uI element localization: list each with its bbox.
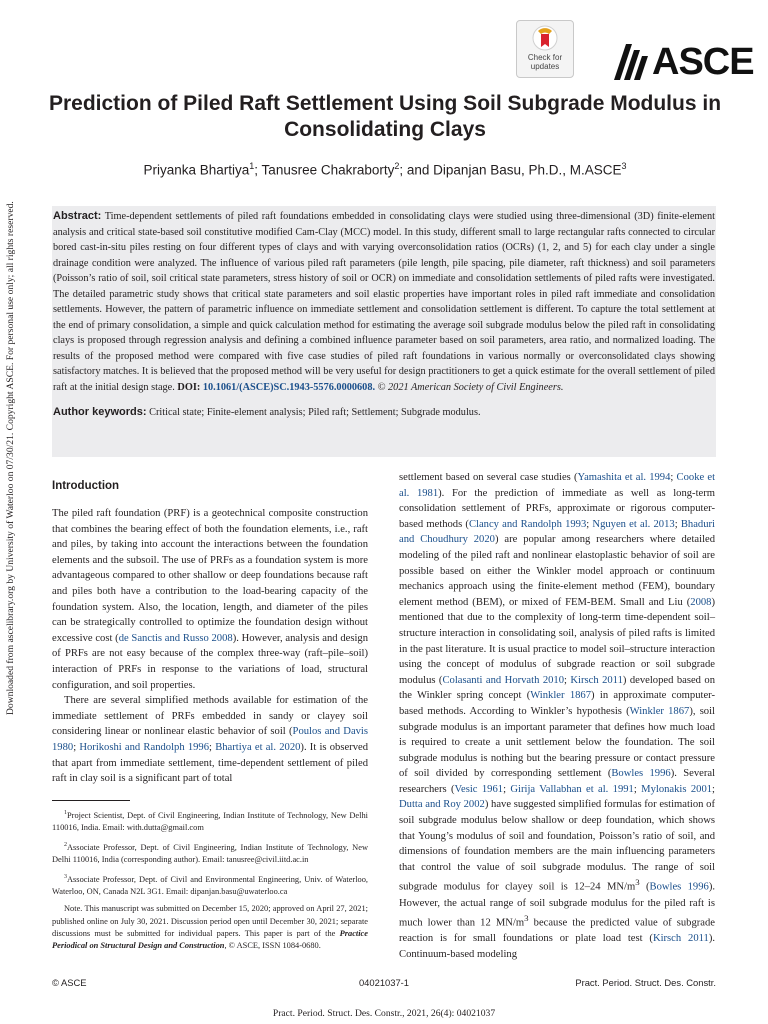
download-notice: Downloaded from ascelibrary.org by University of Waterloo on 07/30/21. Copyright ASCE. For personal use only; all rights reserved. [5,201,16,715]
abstract-box [52,206,716,457]
journal-name: Practice Periodical on Structural Design and Construction [52,928,368,950]
citation-link[interactable]: Cooke et al. 1981 [399,472,716,499]
citation-link[interactable]: de Sanctis and Russo 2008 [118,632,233,644]
paper-title: Prediction of Piled Raft Settlement Using Soil Subgrade Modulus in Consolidating Clays [48,92,722,141]
citation-link[interactable]: Girija Vallabhan et al. 1991 [510,783,634,795]
doi-link[interactable]: 10.1061/(ASCE)SC.1943-5576.0000608. [202,381,376,393]
footnote-2: $^2$Associate Professor, Dept. of Civil Engineering, Indian Institute of Technology, New Delhi 110016, India (corresponding author). Email: tanusree@civil.iitd.ac.in [52,841,368,864]
author-list [40,157,730,180]
page-footer [52,976,716,990]
abstract-copyright: © 2021 American Society of Civil Engineers. [377,381,564,393]
left-column [52,470,368,957]
badge-line-2: updates [530,62,560,71]
citation-link[interactable]: Vesic 1961 [454,783,504,795]
intro-paragraph-3: settlement based on several case studies (Yamashita et al. 1994; Cooke et al. 1981). For the prediction of immediate as well as long-term consolidation settlement of PRFs, approximate or rigorous computer-based methods (Clancy and Randolph 1993; Nguyen et al. 2013; Bhaduri and Choudhury 2020) are popular among researchers where detailed modeling of the piled raft and nonlinear elastoplastic behavior of soil are possible based on either the Winkler model approach or continuum mechanics approach using the finite-element method (FEM), boundary element method (BEM), or mixed of FEM-BEM. Small and Liu (2008) mentioned that due to the complexity of long-term time-dependent soil–structure interaction in consolidating soil, analysis of piled rafts is limited in the past literature. It is usual practice to model soil–structure interaction using the concept of modulus of subgrade reaction or soil subgrade modulus (Colasanti and Horvath 2010; Kirsch 2011) developed based on the Winkler spring concept (Winkler 1867) in approximate computer-based methods. According to Winkler’s hypothesis (Winkler 1867), soil subgrade modulus is an important parameter that defines how much load is required to create a unit settlement below the foundation. The soil subgrade modulus is nothing but the bearing pressure or contact pressure of soil divided by corresponding settlement (Bowles 1996). Several researchers (Vesic 1961; Girija Vallabhan et al. 1991; Mylonakis 2001; Dutta and Roy 2002) have suggested simplified formulas for estimation of soil subgrade modulus below shallow or deep foundation, which shows that Young’s modulus of soil and foundation, Poisson’s ratio of soil, and dimensions of foundation members are the main influencing parameters that control the value of soil subgrade modulus. The range of soil subgrade modulus for clayey soil is 12–24 $MN/m^3$ (Bowles 1996). However, the actual range of soil subgrade modulus for the piled raft is much lower than 12 $MN/m^3$ because the predicted value of subgrade reaction is for small foundations or plate load test (Kirsch 2011). Continuum-based modeling [399,472,716,960]
author-2: ; Tanusree Chakraborty [254,162,395,178]
asce-logo [612,41,754,83]
check-for-updates-badge[interactable] [516,20,574,78]
footnote-divider [52,800,130,801]
footer-journal: Pract. Period. Struct. Des. Constr. [575,977,716,988]
citation-link[interactable]: Kirsch 2011 [570,674,623,686]
footnote-3: $^3$Associate Professor, Dept. of Civil and Environmental Engineering, Univ. of Waterloo, Waterloo, ON, Canada N2L 3G1. Email: dipanjan.basu@uwaterloo.ca [52,874,368,897]
abstract-label: Abstract: [53,210,102,222]
citation-link[interactable]: Kirsch 2011 [652,933,709,945]
check-for-updates-icon [532,25,558,53]
logo-text: ASCE [652,41,754,83]
citation-link[interactable]: Clancy and Randolph 1993 [468,518,587,530]
abstract-paragraph [53,209,715,395]
submission-note: Note. This manuscript was submitted on December 15, 2020; approved on April 27, 2021; published online on July 30, 2021. Discussion period open until December 30, 2021; separate discussions must be submitted for individual papers. This paper is part of the Practice Periodical on Structural Design and Construction, © ASCE, ISSN 1084-0680. [52,904,368,950]
doi-label: DOI: [177,381,201,393]
author-1: Priyanka Bhartiya [143,162,250,178]
citation-link[interactable]: Colasanti and Horvath 2010 [442,674,565,686]
asce-logo-icon [612,42,650,82]
citation-link[interactable]: Bowles 1996 [611,768,671,780]
footer-page-id: 04021037-1 [358,977,410,988]
author-3-affil: 3 [621,161,627,171]
footnote-1: $^1$Project Scientist, Dept. of Civil Engineering, Indian Institute of Technology, New Delhi 110016, India. Email: with.dutta@gmail.com [52,809,368,832]
citation-link[interactable]: Poulos and Davis 1980 [52,726,369,753]
keywords-label: Author keywords: [53,406,147,418]
footer-copyright: © ASCE [52,977,87,988]
citation-link[interactable]: Nguyen et al. 2013 [592,518,675,530]
keywords [53,405,715,420]
citation-link[interactable]: Horikoshi and Randolph 1996 [79,741,210,753]
citation-link[interactable]: Bhartiya et al. 2020 [215,741,301,753]
citation-link[interactable]: Bowles 1996 [649,881,709,893]
citation-link[interactable]: 2008 [690,596,712,608]
badge-line-1: Check for [527,53,563,62]
bottom-citation: Pract. Period. Struct. Des. Constr., 2021, 26(4): 04021037 [272,1008,496,1019]
abstract-body: Time-dependent settlements of piled raft foundations embedded in consolidating clays were studied using three-dimensional (3D) finite-element analysis and critical state-based soil constitutive modified Cam-Clay (MCC) model. In this study, different small to large rectangular rafts connected to circular bored cast-in-situ piles resting on four different types of clays and with varying overconsolidation ratios (OCRs) (1, 2, and 5) for each clay under a single drainage condition were analyzed. The influence of various piled raft parameters (pile length, pile spacing, pile diameter, raft thickness) and soil parameters (Poisson’s ratio of soil, soil critical state parameters, stress history of soil or OCR) on immediate and consolidation settlements of piled rafts were investigated. The detailed parametric study shows that critical state parameters and soil elastic properties have important roles in piled raft immediate and consolidation settlements. However, the pattern of parametric influence on immediate settlement and consolidation settlement is different. To capture the total settlement at the end of primary consolidation, a simple and quick calculation method for estimating the average soil subgrade modulus below the piled raft in consolidating clays is proposed through regression analysis and defining a combined influence parameter based on soil parameters, area ratio, and normalized loading. The results of the proposed method were compared with five case studies of piled raft foundations in various normally or overconsolidated clays showing satisfactory matches. It is believed that the proposed method will be very useful for design practitioners to get a quick estimate for the overall settlement of piled raft at the initial design stage. [53,211,716,393]
citation-link[interactable]: Dutta and Roy 2002 [399,799,485,811]
citation-link[interactable]: Winkler 1867 [530,690,592,702]
citation-link[interactable]: Yamashita et al. 1994 [577,472,671,483]
intro-paragraph-2: There are several simplified methods available for estimation of the immediate settlement of PRFs embedded in sandy or clayey soil considering linear or nonlinear elastic behavior of soil (Poulos and Davis 1980; Horikoshi and Randolph 1996; Bhartiya et al. 2020). It is observed that apart from immediate settlement, time-dependent settlement of piled raft in clay soil is a significant part of total [52,695,369,785]
author-1-affil: 1 [249,161,255,171]
right-column [399,470,715,962]
author-3: ; and Dipanjan Basu, Ph.D., M.ASCE [399,162,622,178]
citation-link[interactable]: Mylonakis 2001 [641,783,713,795]
citation-link[interactable]: Bhaduri and Choudhury 2020 [399,518,715,546]
keywords-text: Critical state; Finite-element analysis; Piled raft; Settlement; Subgrade modulus. [149,407,481,418]
intro-paragraph-1: The piled raft foundation (PRF) is a geotechnical composite construction that combines the bearing effect of both the foundation elements, i.e., raft and piles, by taking into account the interactions between the foundation elements and the subsoil. The use of PRFs as a foundation system is more advantageous compared to other shallow or deep foundations because raft and piles both have a contribution to the load-bearing capacity of the foundation system. Also, the location, length, and diameter of the piles can be strategically controlled to optimize the foundation design without excessive cost (de Sanctis and Russo 2008). However, analysis and design of PRFs are not easy because of the complex three-way (raft–pile–soil) interaction of PRFs in response to the variations of load, structural configuration, and soil properties. [52,508,368,691]
introduction-heading: Introduction [52,480,120,492]
author-2-affil: 2 [394,161,400,171]
citation-link[interactable]: Winkler 1867 [629,705,690,717]
